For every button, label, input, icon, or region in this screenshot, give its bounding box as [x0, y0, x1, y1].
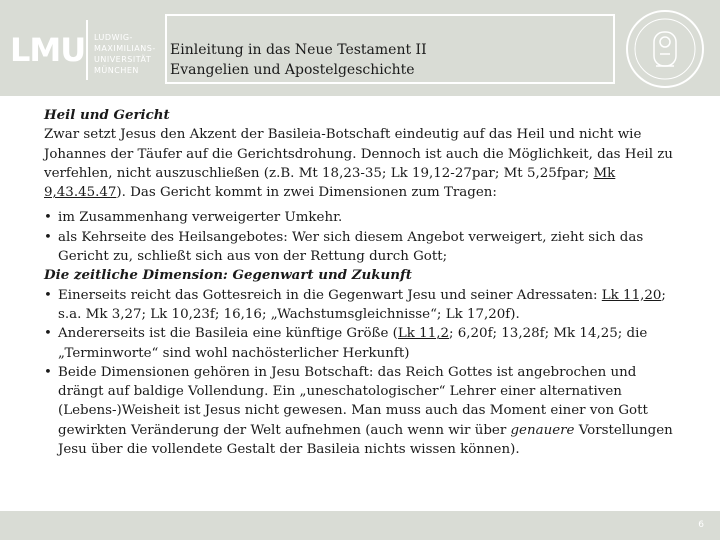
logo-text: LMU [10, 31, 86, 69]
bullet-list-dimension [44, 286, 684, 460]
page-number: 6 [698, 520, 704, 530]
title-line-1: Einleitung in das Neue Testament II [170, 42, 427, 58]
logo-university-name: LUDWIG- MAXIMILIANS- UNIVERSITÄT MÜNCHEN [94, 33, 156, 75]
reference-link-lk-11-20[interactable]: Lk 11,20 [601, 287, 662, 303]
title-line-2: Evangelien und Apostelgeschichte [170, 62, 415, 78]
list-item: • Beide Dimensionen gehören in Jesu Botschaft: das Reich Gottes ist angebrochen und drängt auf baldige Vollendung. Ein „uneschatologischer“ Lehrer einer alternativen (Lebens-)Weisheit ist Jesus nicht gewesen. Man muss auch das Moment einer von Gott gewirkten Veränderung der Welt aufnehmen (auch wenn wir über genauere Vorstellungen Jesu über die vollendete Gestalt der Basileia nichts wissen können). [44, 363, 684, 459]
list-item: • Einerseits reicht das Gottesreich in die Gegenwart Jesu und seiner Adressaten: Lk 11,20; s.a. Mk 3,27; Lk 10,23f; 16,16; „Wachstumsgleichnisse“; Lk 17,20f). [44, 286, 684, 325]
logo-divider [86, 20, 88, 80]
slide-title [170, 40, 427, 80]
list-item: • als Kehrseite des Heilsangebotes: Wer sich diesem Angebot verweigert, zieht sich das Gericht zu, schließt sich aus von der Rettung durch Gott; [44, 228, 684, 267]
bullet-list-gericht [44, 208, 684, 266]
reference-link-lk-11-2[interactable]: Lk 11,2 [397, 326, 449, 342]
university-seal-icon [624, 8, 706, 90]
section-heading-heil: Heil und Gericht [44, 107, 170, 123]
lmu-logo [8, 14, 160, 84]
reference-link-mk[interactable]: Mk 9,43.45.47 [44, 165, 616, 201]
slide-content [44, 106, 684, 459]
section-heading-dimension: Die zeitliche Dimension: Gegenwart und Zukunft [44, 267, 412, 284]
section-paragraph: Zwar setzt Jesus den Akzent der Basileia-Botschaft eindeutig auf das Heil und nicht wie Johannes der Täufer auf die Gerichtsdrohung. Dennoch ist auch die Möglichkeit, das Heil zu verfehlen, nicht auszuschließen (z.B. Mt 18,23-35; Lk 19,12-27par; Mt 5,25fpar; Mk 9,43.45.47). Das Gericht kommt in zwei Dimensionen zum Tragen: [44, 127, 673, 201]
header-band [0, 0, 720, 96]
footer-band [0, 511, 720, 540]
list-item: • Andererseits ist die Basileia eine künftige Größe (Lk 11,2; 6,20f; 13,28f; Mk 14,25; die „Terminworte“ sind wohl nachösterlicher Herkunft) [44, 324, 684, 363]
list-item: • im Zusammenhang verweigerter Umkehr. [44, 208, 684, 227]
